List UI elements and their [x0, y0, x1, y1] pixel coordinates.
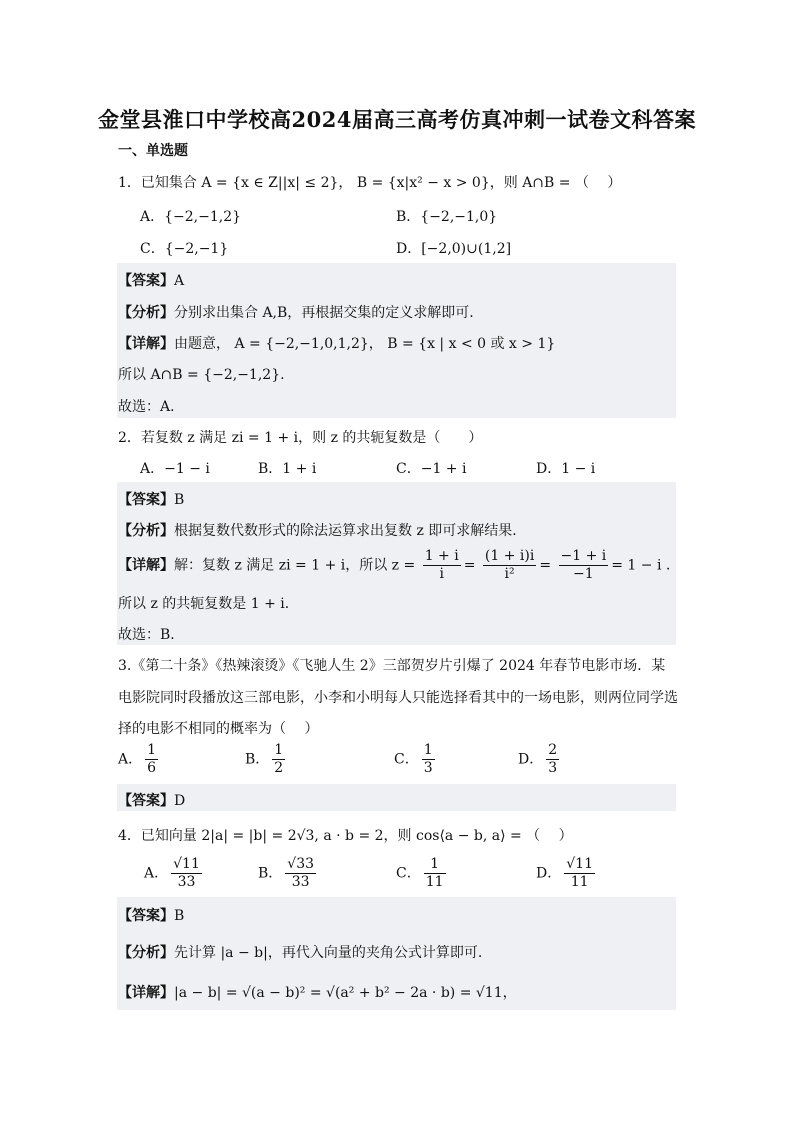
q2-option-a: A．−1 − i — [140, 461, 210, 477]
q2-analysis — [118, 520, 526, 540]
q1-option-c: C．{−2,−1} — [140, 241, 229, 257]
q1-stem: 1．已知集合 A = {x ∈ Z||x| ≤ 2}， B = {x|x² − x > 0}，则 A∩B = （ ） — [118, 175, 622, 191]
q1-option-b: B．{−2,−1,0} — [396, 209, 498, 225]
q2-detail-line2: 所以 z 的共轭复数是 1 + i． — [118, 596, 299, 612]
q4-option-b: B． $\frac{√33}{33}$ — [258, 856, 315, 890]
q3-option-c: C． $\frac{1}{3}$ — [394, 742, 433, 776]
q4-option-c: C． $\frac{1}{11}$ — [396, 856, 444, 890]
q2-stem: 2．若复数 z 满足 zi = 1 + i，则 z 的共轭复数是（ ） — [118, 430, 483, 446]
q3-stem-line1: 3.《第二十条》《热辣滚烫》《飞驰人生 2》三部贺岁片引爆了 2024 年春节电影市场．某 — [118, 658, 666, 674]
answer-value: B — [174, 492, 185, 508]
q3-stem-line2: 电影院同时段播放这三部电影，小李和小明每人只能选择看其中的一场电影，则两位同学选 — [118, 690, 678, 706]
fraction: $\frac{(1 + i)i}{\text{i²}}$ — [484, 548, 535, 582]
q2-detail: 【详解】解：复数 z 满足 zi = 1 + i，所以 z = $\frac{1 + i}{i}$ = $\frac{(1 + i)i}{\text{i²}}$ = $\frac{-1 + i}{-1}$ = 1 − i . — [118, 548, 671, 582]
q2-option-d: D．1 − i — [536, 461, 596, 477]
q4-option-a: A． $\frac{√11}{33}$ — [144, 856, 200, 890]
q1-detail-line2: 所以 A∩B = {−2,−1,2}. — [118, 367, 285, 383]
q4-detail — [118, 982, 517, 1002]
detail-tag: 【详解】 — [118, 557, 174, 574]
analysis-text: 分别求出集合 A,B，再根据交集的定义求解即可. — [174, 305, 474, 321]
q1-answer — [118, 270, 184, 290]
analysis-tag: 【分析】 — [118, 945, 174, 961]
q4-analysis — [118, 942, 482, 962]
q1-option-d: D．[−2,0)∪(1,2] — [396, 241, 512, 257]
q3-answer — [118, 790, 185, 810]
detail-text: 由题意， A = {−2,−1,0,1,2}， B = {x | x < 0 或 x > 1} — [174, 336, 556, 352]
q4-option-d: D． $\frac{√11}{11}$ — [536, 856, 593, 890]
analysis-tag: 【分析】 — [118, 305, 174, 321]
q4-stem: 4．已知向量 2|a| = |b| = 2√3, a · b = 2，则 cos⟨a − b, a⟩ = （ ） — [118, 828, 573, 844]
analysis-text: 先计算 |a − b|，再代入向量的夹角公式计算即可. — [174, 945, 483, 961]
q2-answer — [118, 489, 184, 509]
analysis-text: 根据复数代数形式的除法运算求出复数 z 即可求解结果． — [174, 523, 527, 539]
detail-text: 解：复数 z 满足 zi = 1 + i，所以 z = — [174, 557, 416, 574]
q3-solution-box — [117, 784, 676, 811]
q2-choose: 故选：B． — [118, 627, 185, 643]
q3-stem-line3: 择的电影不相同的概率为（ ） — [118, 721, 319, 737]
q1-analysis — [118, 302, 474, 322]
q3-option-a: A． $\frac{1}{6}$ — [118, 742, 157, 776]
answer-value: A — [174, 273, 185, 289]
q1-choose: 故选：A． — [118, 399, 185, 415]
q3-option-d: D． $\frac{2}{3}$ — [518, 742, 558, 776]
q1-detail — [118, 333, 555, 353]
analysis-tag: 【分析】 — [118, 523, 174, 539]
fraction: $\frac{-1 + i}{-1}$ — [560, 548, 607, 582]
answer-tag: 【答案】 — [118, 492, 174, 508]
q4-answer — [118, 905, 184, 925]
detail-tag: 【详解】 — [118, 985, 174, 1001]
answer-tag: 【答案】 — [118, 908, 174, 924]
detail-tag: 【详解】 — [118, 336, 174, 352]
q2-option-c: C．−1 + i — [396, 461, 467, 477]
q3-option-b: B． $\frac{1}{2}$ — [245, 742, 284, 776]
answer-tag: 【答案】 — [118, 273, 174, 289]
section-heading: 一、单选题 — [118, 143, 188, 159]
answer-tag: 【答案】 — [118, 793, 174, 809]
answer-value: D — [174, 793, 186, 809]
fraction: $\frac{1 + i}{i}$ — [424, 548, 459, 582]
q1-option-a: A．{−2,−1,2} — [140, 209, 242, 225]
q2-option-b: B．1 + i — [258, 461, 317, 477]
page-title: 金堂县淮口中学校高2024届高三高考仿真冲刺一试卷文科答案 — [98, 107, 696, 132]
answer-value: B — [174, 908, 185, 924]
detail-text: |a − b| = √(a − b)² = √(a² + b² − 2a · b) = √11， — [174, 985, 517, 1001]
